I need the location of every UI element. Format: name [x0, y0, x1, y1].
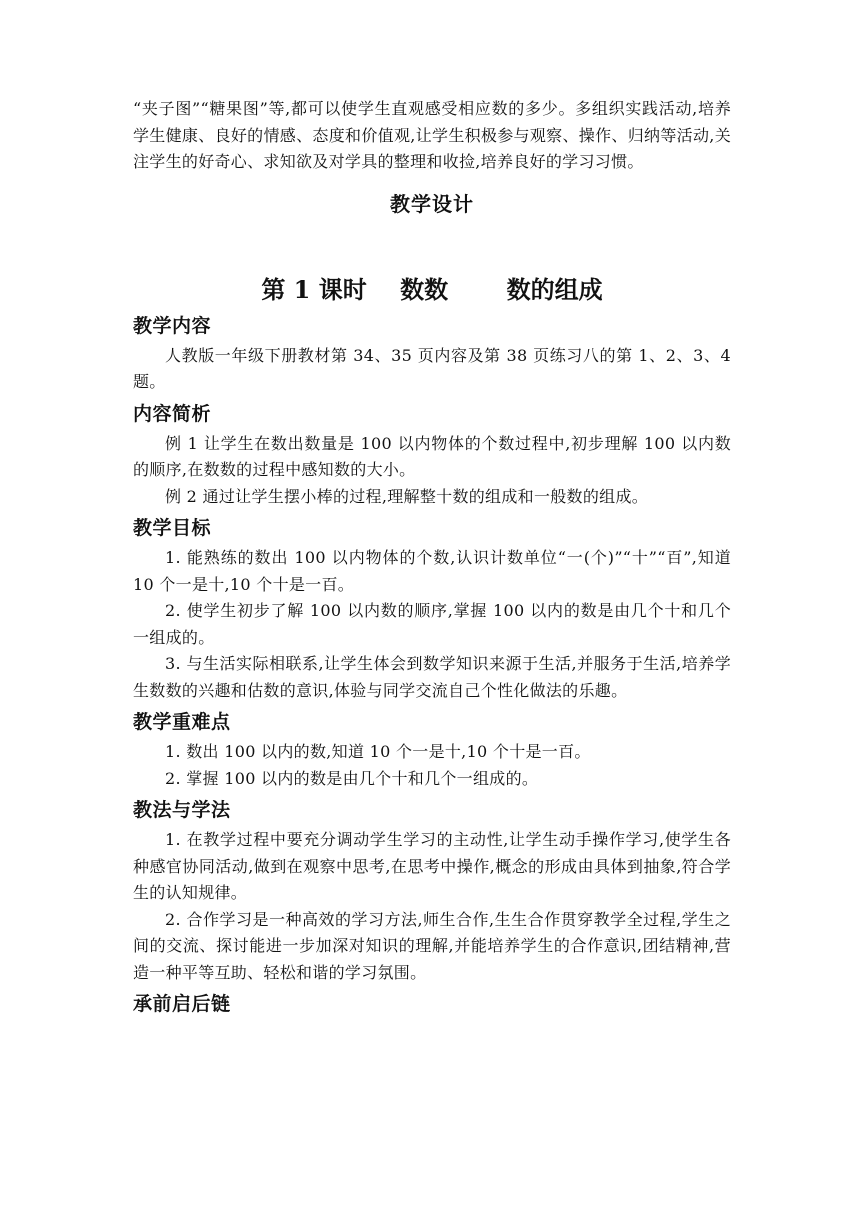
- method-item-2: 2. 合作学习是一种高效的学习方法,师生合作,生生合作贯穿教学全过程,学生之间的交流、探讨能进一步加深对知识的理解,并能培养学生的合作意识,团结精神,营造一种平等互助、轻松和谐的学习氛围。: [133, 909, 731, 982]
- section-heading-key-points: 教学重难点: [133, 711, 231, 733]
- analysis-example-2: 例 2 通过让学生摆小棒的过程,理解整十数的组成和一般数的组成。: [165, 486, 649, 506]
- goal-item-3: 3. 与生活实际相联系,让学生体会到数学知识来源于生活,并服务于生活,培养学生数数的兴趣和估数的意识,体验与同学交流自己个性化做法的乐趣。: [133, 654, 731, 700]
- section-heading-analysis: 内容简析: [133, 402, 212, 425]
- intro-paragraph: “夹子图”“糖果图”等,都可以使学生直观感受相应数的多少。多组织实践活动,培养学生健康、良好的情感、态度和价值观,让学生积极参与观察、操作、归纳等活动,关注学生的好奇心、求知欲及对学具的整理和收捡,培养良好的学习习惯。: [133, 99, 731, 171]
- section-heading-links: 承前启后链: [133, 993, 231, 1015]
- key-point-item-2: 2. 掌握 100 以内的数是由几个十和几个一组成的。: [165, 768, 539, 788]
- section-heading-goals: 教学目标: [133, 517, 212, 539]
- analysis-example-1: 例 1 让学生在数出数量是 100 以内物体的个数过程中,初步理解 100 以内数的顺序,在数数的过程中感知数的大小。: [133, 433, 731, 479]
- goal-item-2: 2. 使学生初步了解 100 以内数的顺序,掌握 100 以内的数是由几个十和几个一组成的。: [133, 601, 731, 647]
- design-title: 教学设计: [390, 191, 474, 216]
- lesson-title: 第 1 课时 数数 数的组成: [261, 274, 603, 304]
- section-heading-content: 教学内容: [133, 314, 212, 337]
- section-heading-methods: 教法与学法: [133, 799, 231, 821]
- key-point-item-1: 1. 数出 100 以内的数,知道 10 个一是十,10 个十是一百。: [165, 742, 591, 761]
- content-paragraph: 人教版一年级下册教材第 34、35 页内容及第 38 页练习八的第 1、2、3、4 题。: [133, 345, 731, 391]
- method-item-1: 1. 在教学过程中要充分调动学生学习的主动性,让学生动手操作学习,使学生各种感官协同活动,做到在观察中思考,在思考中操作,概念的形成由具体到抽象,符合学生的认知规律。: [133, 830, 731, 902]
- goal-item-1: 1. 能熟练的数出 100 以内物体的个数,认识计数单位“一(个)”“十”“百”,知道 10 个一是十,10 个十是一百。: [133, 548, 731, 594]
- document-page: [133, 96, 731, 1021]
